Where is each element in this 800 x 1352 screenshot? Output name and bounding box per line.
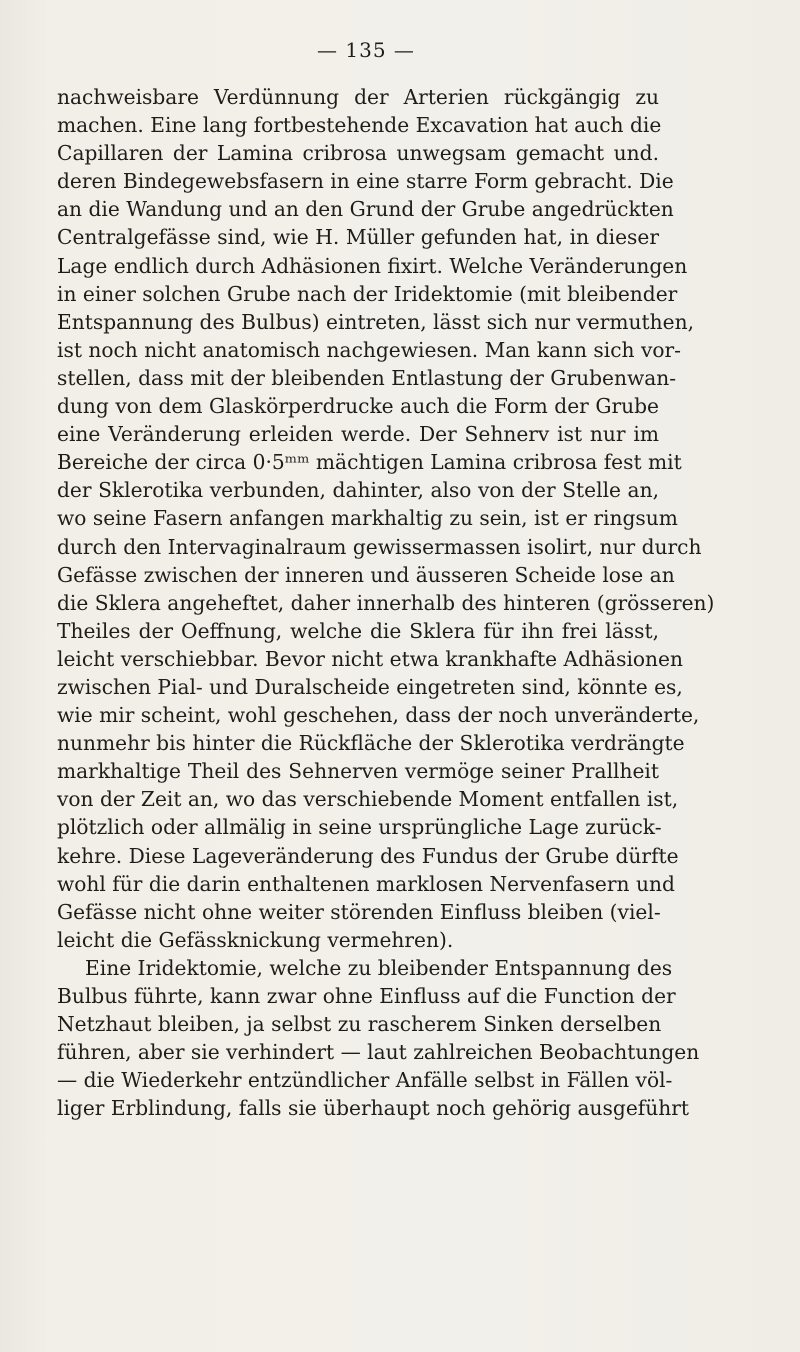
text-line: eine Veränderung erleiden werde. Der Sehnerv ist nur im [57,422,659,447]
text-line: stellen, dass mit der bleibenden Entlastung der Grubenwan- [57,365,677,390]
text-line: wie mir scheint, wohl geschehen, dass der noch unveränderte, [57,703,700,728]
page-number: — 135 — [317,38,415,62]
text-line: dung von dem Glaskörperdrucke auch die Form der Grube [57,394,659,419]
text-line: von der Zeit an, wo das verschiebende Moment entfallen ist, [57,787,679,812]
text-line: Centralgefässe sind, wie H. Müller gefunden hat, in dieser [57,225,659,250]
text-line: — die Wiederkehr entzündlicher Anfälle selbst in Fällen völ- [57,1068,673,1093]
text-line: Gefässe zwischen der inneren und äusseren Scheide lose an [57,562,675,587]
text-line: nunmehr bis hinter die Rückfläche der Sklerotika verdrängte [57,731,685,756]
text-line: durch den Intervaginalraum gewissermassen isolirt, nur durch [57,534,702,559]
text-line: führen, aber sie verhindert — laut zahlreichen Beobachtungen [57,1040,700,1065]
text-line: an die Wandung und an den Grund der Grube angedrückten [57,197,674,222]
text-line: der Sklerotika verbunden, dahinter, also von der Stelle an, [57,478,659,503]
text-line: Bulbus führte, kann zwar ohne Einfluss auf die Function der [57,984,676,1008]
text-line: ist noch nicht anatomisch nachgewiesen. Man kann sich vor- [57,337,681,362]
paragraph-end-line: leicht die Gefässknickung vermehren). [57,927,454,952]
text-line: in einer solchen Grube nach der Iridektomie (mit bleibender [57,281,678,306]
text-line: wo seine Fasern anfangen markhaltig zu sein, ist er ringsum [57,506,678,531]
text-line: zwischen Pial- und Duralscheide eingetreten sind, könnte es, [57,674,683,699]
text-line: Bereiche der circa 0·5ᵐᵐ mächtigen Lamina cribrosa fest mit [57,450,682,475]
paragraph-start-line: Eine Iridektomie, welche zu bleibender Entspannung des [85,955,673,980]
text-line: Gefässe nicht ohne weiter störenden Einfluss bleiben (viel- [57,899,661,924]
text-line: wohl für die darin enthaltenen marklosen Nervenfasern und [57,871,675,896]
text-line: Theiles der Oeffnung, welche die Sklera für ihn frei lässt, [57,618,659,643]
text-line: leicht verschiebbar. Bevor nicht etwa krankhafte Adhäsionen [57,646,684,671]
text-line: Netzhaut bleiben, ja selbst zu rascherem Sinken derselben [57,1012,662,1037]
text-line: Lage endlich durch Adhäsionen fixirt. Welche Veränderungen [57,253,688,278]
text-line: Entspannung des Bulbus) eintreten, lässt sich nur vermuthen, [57,309,695,334]
text-line: machen. Eine lang fortbestehende Excavation hat auch die [57,113,662,138]
text-line: plötzlich oder allmälig in seine ursprüngliche Lage zurück- [57,815,662,840]
text-line: nachweisbare Verdünnung der Arterien rückgängig zu [57,85,659,109]
body-text [57,83,715,1122]
text-line: liger Erblindung, falls sie überhaupt noch gehörig ausgeführt [57,1096,690,1121]
text-line: die Sklera angeheftet, daher innerhalb des hinteren (grösseren) [57,590,715,615]
text-line: deren Bindegewebsfasern in eine starre Form gebracht. Die [57,169,674,194]
text-line: markhaltige Theil des Sehnerven vermöge seiner Prallheit [57,759,659,784]
text-line: Capillaren der Lamina cribrosa unwegsam gemacht und. [57,141,659,166]
text-line: kehre. Diese Lageveränderung des Fundus der Grube dürfte [57,843,679,868]
